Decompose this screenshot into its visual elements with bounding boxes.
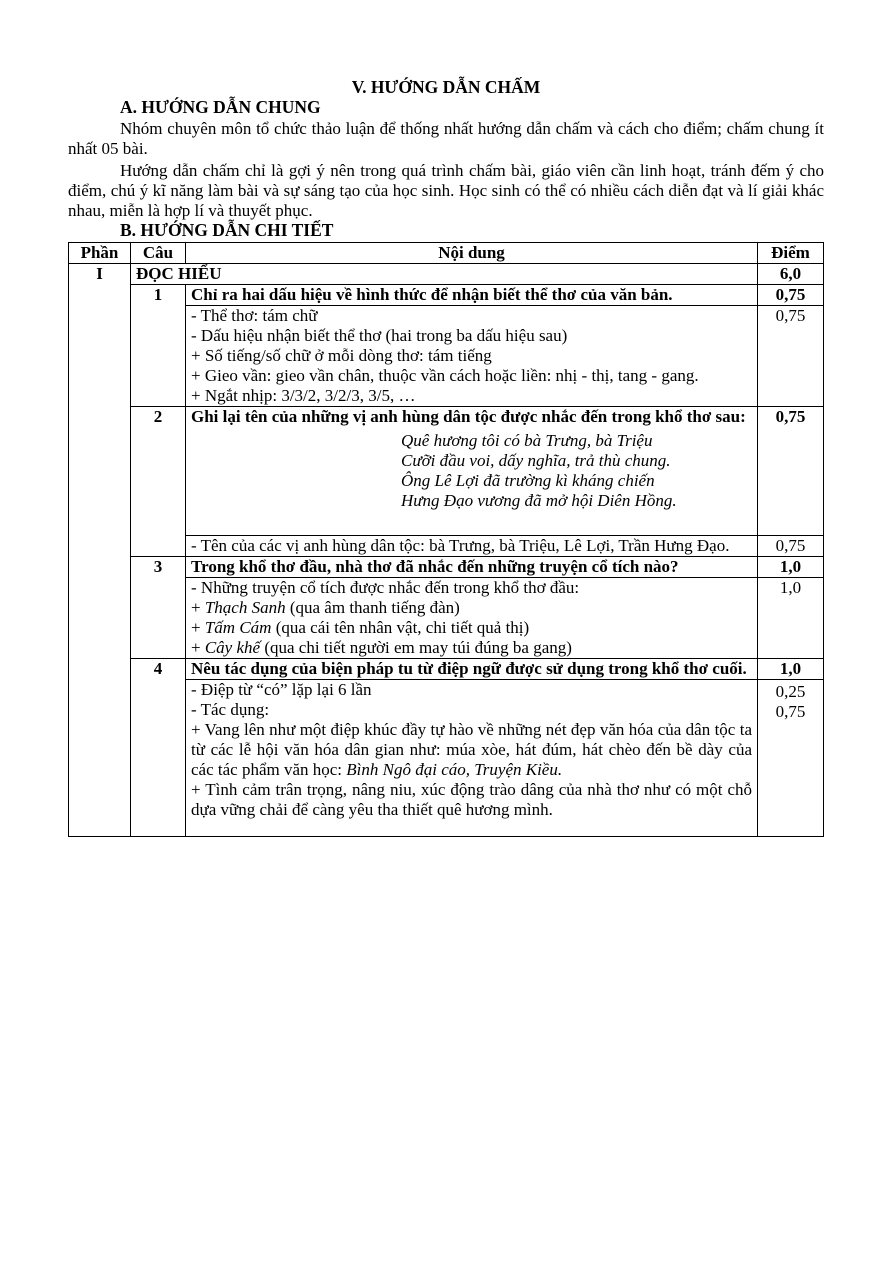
page-title: V. HƯỚNG DẪN CHẤM xyxy=(351,77,541,97)
answer-scores-4 xyxy=(758,680,824,837)
answer-line: - Tác dụng: xyxy=(191,700,270,719)
question-row-4 xyxy=(69,659,824,680)
poem-excerpt xyxy=(186,427,758,536)
question-score-4: 1,0 xyxy=(758,659,824,680)
part-label: I xyxy=(69,264,131,285)
part-name: ĐỌC HIỂU xyxy=(131,264,758,285)
general-guide-paragraph-2: Hướng dẫn chấm chỉ là gợi ý nên trong quá trình chấm bài, giáo viên cần linh hoạt, tránh đếm ý cho điểm, chú ý kĩ năng làm bài và sự sáng tạo của học sinh. Học sinh có thể có nhiều cách diễn đạt và lí giải khác nhau, miễn là hợp lí và thuyết phục. xyxy=(68,161,824,220)
question-text-4: Nêu tác dụng của biện pháp tu từ điệp ngữ được sử dụng trong khổ thơ cuối. xyxy=(186,659,758,680)
folktale-item: + Cây khế (qua chi tiết người em may túi đúng ba gang) xyxy=(191,638,572,657)
table-header-row xyxy=(69,243,824,264)
answer-content-4 xyxy=(186,680,758,837)
part-row xyxy=(69,264,824,285)
question-number-3: 3 xyxy=(131,557,186,659)
score-line: 0,25 xyxy=(775,682,806,701)
folktale-title: Tấm Cám xyxy=(204,618,272,637)
answer-line: + Ngắt nhịp: 3/3/2, 3/2/3, 3/5, … xyxy=(191,386,416,405)
header-content: Nội dung xyxy=(186,243,758,264)
answer-score-3: 1,0 xyxy=(758,578,824,659)
answer-content-2: - Tên của các vị anh hùng dân tộc: bà Trưng, bà Triệu, Lê Lợi, Trần Hưng Đạo. xyxy=(186,536,758,557)
question-score-3: 1,0 xyxy=(758,557,824,578)
grading-guide-page xyxy=(68,76,824,837)
part-column-fill xyxy=(69,285,131,837)
poem-line: Ông Lê Lợi đã trường kì kháng chiến xyxy=(401,471,655,490)
answer-score-1: 0,75 xyxy=(758,306,824,407)
effect-2: + Tình cảm trân trọng, nâng niu, xúc động trào dâng của nhà thơ như có một chỗ dựa vững chải để càng yêu tha thiết quê hương mình. xyxy=(191,780,752,819)
general-guide-paragraph-1: Nhóm chuyên môn tổ chức thảo luận để thống nhất hướng dẫn chấm và cách cho điểm; chấm chung ít nhất 05 bài. xyxy=(68,119,824,158)
folktale-item: + Tấm Cám (qua cái tên nhân vật, chi tiết quả thị) xyxy=(191,618,530,637)
answer-line: - Thể thơ: tám chữ xyxy=(191,306,318,325)
question-number-2: 2 xyxy=(131,407,186,557)
answer-line: + Số tiếng/số chữ ở mỗi dòng thơ: tám tiếng xyxy=(191,346,492,365)
score-line: 0,75 xyxy=(775,702,806,721)
question-text-2: Ghi lại tên của những vị anh hùng dân tộc được nhắc đến trong khổ thơ sau: xyxy=(186,407,758,428)
answer-content-1 xyxy=(186,306,758,407)
question-score-1: 0,75 xyxy=(758,285,824,306)
question-row-1 xyxy=(69,285,824,306)
poem-line: Cưỡi đầu voi, dấy nghĩa, trả thù chung. xyxy=(401,451,671,470)
poem-line: Quê hương tôi có bà Trưng, bà Triệu xyxy=(401,431,653,450)
literary-works: Bình Ngô đại cáo, Truyện Kiều. xyxy=(346,760,563,779)
header-part: Phần xyxy=(69,243,131,264)
section-b-heading: B. HƯỚNG DẪN CHI TIẾT xyxy=(120,220,334,240)
answer-line: - Dấu hiệu nhận biết thể thơ (hai trong ba dấu hiệu sau) xyxy=(191,326,568,345)
answer-content-3 xyxy=(186,578,758,659)
question-number-1: 1 xyxy=(131,285,186,407)
effect-1: + Vang lên như một điệp khúc đầy tự hào về những nét đẹp văn hóa của dân tộc ta từ các lễ hội văn hóa dân gian như: múa xòe, hát đúm, hát chèo đến bề dày của các tác phẩm văn học: Bình Ngô đại cáo, Truyện Kiều. xyxy=(191,720,752,779)
header-question: Câu xyxy=(131,243,186,264)
folktale-title: Cây khế xyxy=(204,638,261,657)
question-score-2: 0,75 xyxy=(758,407,824,536)
poem-line: Hưng Đạo vương đã mở hội Diên Hồng. xyxy=(401,491,677,510)
answer-intro: - Những truyện cổ tích được nhắc đến trong khổ thơ đầu: xyxy=(191,578,580,597)
grading-table xyxy=(68,242,824,837)
question-row-2 xyxy=(69,407,824,428)
question-text-1: Chỉ ra hai dấu hiệu về hình thức để nhận biết thể thơ của văn bản. xyxy=(186,285,758,306)
question-row-3 xyxy=(69,557,824,578)
part-score: 6,0 xyxy=(758,264,824,285)
answer-line: + Gieo vần: gieo vần chân, thuộc vần cách hoặc liền: nhị - thị, tang - gang. xyxy=(191,366,699,385)
question-number-4: 4 xyxy=(131,659,186,837)
answer-score-2: 0,75 xyxy=(758,536,824,557)
folktale-item: + Thạch Sanh (qua âm thanh tiếng đàn) xyxy=(191,598,460,617)
header-score: Điểm xyxy=(758,243,824,264)
answer-line: - Điệp từ “có” lặp lại 6 lần xyxy=(191,680,372,699)
question-text-3: Trong khổ thơ đầu, nhà thơ đã nhắc đến những truyện cổ tích nào? xyxy=(186,557,758,578)
folktale-title: Thạch Sanh xyxy=(204,598,286,617)
section-a-heading: A. HƯỚNG DẪN CHUNG xyxy=(120,97,321,117)
